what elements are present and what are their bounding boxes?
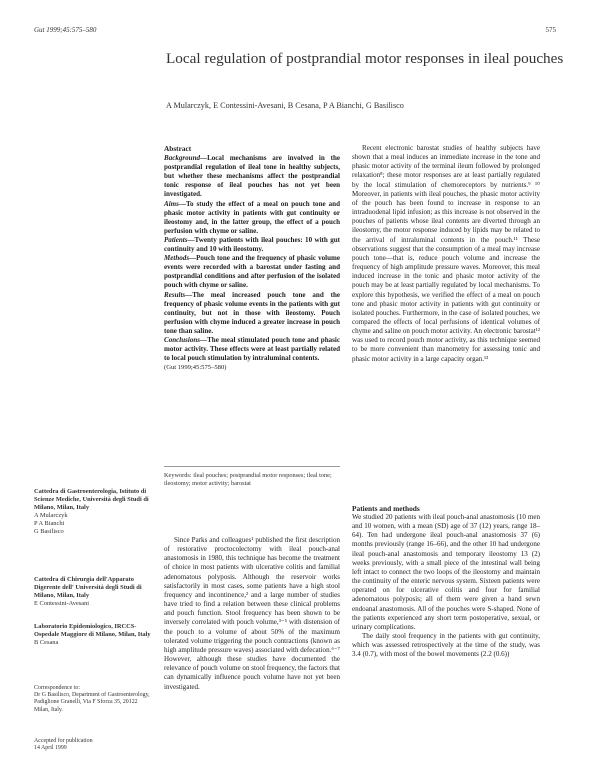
affiliation-3: [34, 623, 152, 647]
abstract-methods-label: Methods: [164, 254, 190, 263]
abstract-background-label: Background: [164, 154, 201, 163]
correspondence: Correspondence to: Dr G Basilisco, Department of Gastroenterology, Padiglione Granelli, Via F Sforza 35, 20122 Milan, Italy.: [34, 685, 150, 713]
abstract-methods: —Pouch tone and the frequency of phasic volume events were recorded with a barostat under fasting and postprandial conditions and after perfusion of the isolated pouch with chyme or saline.: [164, 254, 340, 290]
affiliation-1-institution: Cattedra di Gastroenterologia, Istituto di Scienze Mediche, Università degli Studi di Milano, Milan, Italy: [34, 488, 149, 511]
intro-paragraph-1: Since Parks and colleagues¹ published the first description of restorative proctocolectomy with ileal pouch-anal anastomosis in 1980, this technique has become the treatment of choice in most patients with ulcerative colitis and familial adenomatous polyposis. Although the reservoir works satisfactorily in most cases, some patients have a high stool frequency and incontinence,² and a large number of studies have tried to find a relation between these clinical problems and pouch function. Stool frequency has been shown to be inversely correlated with pouch volume,³⁻⁵ with distension of the pouch to a volume of about 50% of the maximum tolerated volume triggering the pouch contractions (known as high amplitude pressure waves) associated with defecation.⁶⁻⁷ However, although these studies have documented the relevance of pouch volume on stool frequency, the factors that can dynamically influence pouch volume have not yet been investigated.: [164, 536, 340, 691]
abstract-background: —Local mechanisms are involved in the postprandial regulation of ileal tone in healthy subjects, but whether these mechanisms affect the postprandial tonic response of ileal pouches has not yet been investigated.: [164, 154, 340, 199]
affiliation-3-institution: Laboratorio Epidemiologico, IRCCS-Ospedale Maggiore di Milano, Milan, Italy: [34, 623, 151, 638]
methods-paragraph-2: The daily stool frequency in the patients with gut continuity, which was assessed retrospectively at the time of the study, was 3.4 (0.7), with most of the bowel movements (2.2 (0.6)): [352, 632, 540, 659]
abstract: [164, 144, 340, 372]
abstract-aims: —To study the effect of a meal on pouch tone and phasic motor activity in patients with gut continuity or ileostomy and, in the latter group, the effect of a pouch perfusion with chyme or saline.: [164, 199, 340, 235]
abstract-conclusions-label: Conclusions: [164, 335, 201, 344]
methods-column: [352, 513, 540, 660]
abstract-aims-label: Aims: [164, 199, 179, 208]
abstract-patients: —Twenty patients with ileal pouches: 10 with gut continuity and 10 with ileostomy.: [164, 235, 340, 254]
abstract-heading: Abstract: [164, 144, 192, 153]
methods-heading: Patients and methods: [352, 504, 420, 513]
article-title: Local regulation of postprandial motor responses in ileal pouches: [166, 50, 564, 67]
affiliation-1-people: A Mularczyk P A Bianchi G Basilisco: [34, 511, 68, 535]
affiliation-3-people: B Cesana: [34, 638, 59, 646]
page-number: 575: [545, 26, 556, 34]
intro-right-column: [352, 144, 540, 364]
running-head: Gut 1999;45:575–580: [34, 26, 97, 34]
affiliation-2-people: E Contessini-Avesani: [34, 599, 90, 607]
intro-paragraph-2: Recent electronic barostat studies of healthy subjects have shown that a meal induces an immediate increase in the tone and phasic motor activity of the terminal ileum followed by prolonged relaxation⁸; these motor responses are at least partially regulated by the local stimulation of chemoreceptors by nutrients.⁹ ¹⁰ Moreover, in patients with ileal pouches, the phasic motor activity of the pouch has been found to increase in response to an intraduodenal lipid infusion; as this increase is not observed in the pouches of patients whose ileal contents are diverted through an ileostomy, the motor response induced by lipids may be related to the arrival of intraluminal contents in the pouch.¹¹ These observations suggest that the consumption of a meal may increase pouch tone—that is, reduce pouch volume and increase the frequency of high amplitude pressure waves. Moreover, this meal induced increase in the tonic and phasic motor activity of the pouch may be at least partially regulated by local mechanisms. To explore this hypothesis, we verified the effect of a meal on pouch tone and phasic motor activity in patients with gut continuity or isolated pouches. Furthermore, in the case of isolated pouches, we compared the effects of local perfusions of identical volumes of chyme and saline on pouch motor activity. An electronic barostat¹² was used to record pouch motor activity, as this technique seemed to be more convenient than manometry for assessing tonic and phasic motor activity in a large capacity organ.¹³: [352, 144, 540, 363]
abstract-body: [164, 154, 340, 372]
abstract-patients-label: Patients: [164, 235, 188, 244]
abstract-results-label: Results: [164, 290, 186, 299]
abstract-conclusions: —The meal stimulated pouch tone and phasic motor activity. These effects were at least partially related to local pouch stimulation by intraluminal contents.: [164, 335, 340, 363]
methods-paragraph-1: We studied 20 patients with ileal pouch-anal anastomosis (10 men and 10 women, with a mean (SD) age of 37 (12) years, range 18–64). Ten had undergone ileal pouch-anal anastomosis 37 (6) months previously (range 16–66), and the other 10 had undergone ileal pouch-anal anastomosis and temporary ileostomy 13 (2) weeks previously, with a small piece of the intestinal wall being left intact to connect the two loops of the ileostomy and maintain the continuity of the enteric nervous system. Sixteen patients were operated on for ulcerative colitis and four for familial adenomatous polyposis; all of them were given a hand sewn endoanal anastomosis. All of the pouches were S-shaped. None of the patients experienced any short term postoperative, sexual, or urinary complications.: [352, 513, 540, 631]
author-list: A Mularczyk, E Contessini-Avesani, B Cesana, P A Bianchi, G Basilisco: [166, 101, 404, 110]
intro-left-column: [164, 536, 340, 692]
abstract-citation: (Gut 1999;45:575–580): [164, 364, 227, 372]
accepted-date: Accepted for publication 14 April 1999: [34, 738, 93, 752]
affiliation-2-institution: Cattedra di Chirurgia dell'Apparato Digerente dell' Università degli Studi di Milano, Milan, Italy: [34, 576, 142, 599]
abstract-results: —The meal increased pouch tone and the frequency of phasic volume events in the patients with gut continuity, but not in those with ileostomy. Pouch perfusion with chyme induced a greater increase in pouch tone than saline.: [164, 290, 340, 335]
keywords: Keywords: ileal pouches; postprandial motor responses; ileal tone; ileostomy; motor activity; barostat: [164, 472, 332, 488]
affiliation-1: [34, 488, 152, 535]
affiliation-2: [34, 576, 152, 608]
keywords-divider: [164, 466, 340, 467]
